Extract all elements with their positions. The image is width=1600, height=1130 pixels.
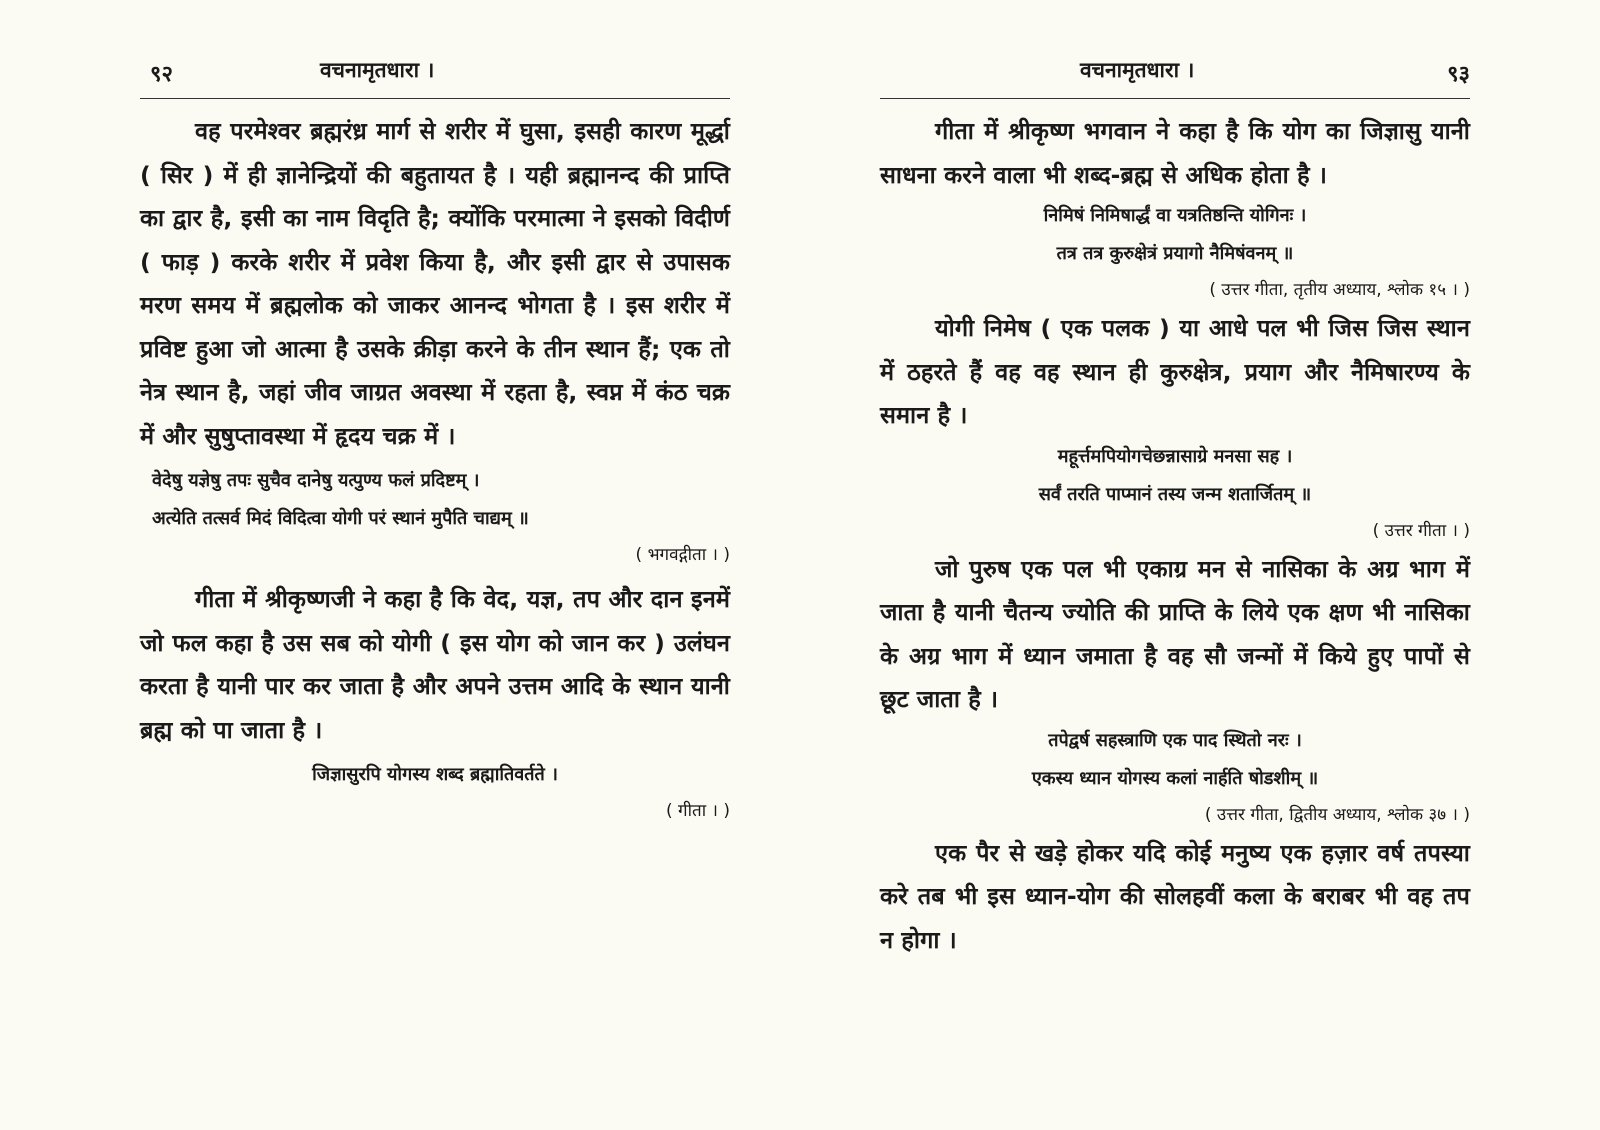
verse-source: ( उत्तर गीता । )	[1372, 520, 1470, 541]
verse-line: निमिषं निमिषार्द्धं वा यत्रतिष्ठन्ति योगिनः ।	[1043, 205, 1307, 226]
header-rule	[140, 98, 730, 99]
verse-source: ( उत्तर गीता, द्वितीय अध्याय, श्लोक ३७ । )	[1204, 804, 1470, 825]
left-page	[140, 40, 730, 821]
right-page-header	[880, 40, 1470, 88]
verse-line: वेदेषु यज्ञेषु तपः सुचैव दानेषु यत्पुण्य फलं प्रदिष्टम् ।	[152, 470, 480, 491]
paragraph: एक पैर से खड़े होकर यदि कोई मनुष्य एक हज़ार वर्ष तपस्या करे तब भी इस ध्यान-योग की सोलहवीं कला के बराबर भी वह तप न होगा ।	[880, 838, 1470, 954]
verse-line: सर्वं तरति पाप्मानं तस्य जन्म शतार्जितम् ॥	[1038, 483, 1312, 505]
paragraph: गीता में श्रीकृष्णजी ने कहा है कि वेद, यज्ञ, तप और दान इनमें जो फल कहा है उस सब को योगी ( इस योग को जान कर ) उलंघन करता है यानी पार कर जाता है और अपने उत्तम आदि के स्थान यानी ब्रह्म को पा जाता है ।	[140, 585, 730, 744]
verse-source: ( गीता । )	[666, 801, 730, 821]
verse-line: जिज्ञासुरपि योगस्य शब्द ब्रह्मातिवर्तते ।	[312, 764, 558, 785]
verse-line: महूर्त्तमपियोगचेछन्नासाग्रे मनसा सह ।	[1057, 445, 1293, 467]
verse-line: तत्र तत्र कुरुक्षेत्रं प्रयागो नैमिषंवनम् ॥	[1056, 243, 1294, 264]
paragraph: जो पुरुष एक पल भी एकाग्र मन से नासिका के अग्र भाग में जाता है यानी चैतन्य ज्योति की प्राप्ति के लिये एक क्षण भी नासिका के अग्र भाग में ध्यान जमाता है वह सौ जन्मों में किये हुए पापों से छूट जाता है ।	[880, 554, 1470, 713]
right-page-body	[880, 110, 1470, 962]
paragraph: वह परमेश्वर ब्रह्मरंध्र मार्ग से शरीर में घुसा, इसही कारण मूर्द्धा ( सिर ) में ही ज्ञानेन्द्रियों की बहुतायत है । यही ब्रह्मानन्द की प्राप्ति का द्वार है, इसी का नाम विदृति है; क्योंकि परमात्मा ने इसको विदीर्ण ( फाड़ ) करके शरीर में प्रवेश किया है, और इसी द्वार से उपासक मरण समय में ब्रह्मलोक को जाकर आनन्द भोगता है । इस शरीर में प्रविष्ट हुआ जो आत्मा है उसके क्रीड़ा करने के तीन स्थान हैं; एक तो नेत्र स्थान है, जहां जीव जाग्रत अवस्था में रहता है, स्वप्न में कंठ चक्र में और सुषुप्तावस्था में हृदय चक्र में ।	[140, 117, 730, 450]
page-number: ९३	[1447, 62, 1470, 87]
paragraph: गीता में श्रीकृष्ण भगवान ने कहा है कि योग का जिज्ञासु यानी साधना करने वाला भी शब्द-ब्रह्म से अधिक होता है ।	[880, 117, 1470, 189]
paragraph: योगी निमेष ( एक पलक ) या आधे पल भी जिस जिस स्थान में ठहरते हैं वह वह स्थान ही कुरुक्षेत्र, प्रयाग और नैमिषारण्य के समान है ।	[880, 314, 1470, 429]
running-title: वचनामृतधारा ।	[1080, 58, 1195, 82]
running-title: वचनामृतधारा ।	[320, 58, 435, 82]
right-page	[880, 40, 1470, 954]
verse-line: एकस्य ध्यान योगस्य कलां नार्हति षोडशीम् ॥	[1031, 767, 1319, 789]
left-page-body	[140, 110, 730, 828]
verse-line: तपेद्वर्ष सहस्त्राणि एक पाद स्थितो नरः ।	[1048, 729, 1302, 751]
page-number: ९२	[150, 62, 173, 87]
verse-source: ( उत्तर गीता, तृतीय अध्याय, श्लोक १५ । )	[1209, 280, 1470, 300]
verse-line: अत्येति तत्सर्व मिदं विदित्वा योगी परं स्थानं मुपैति चाद्यम् ॥	[152, 508, 529, 529]
header-rule	[880, 98, 1470, 99]
left-page-header	[140, 40, 730, 88]
verse-source: ( भगवद्गीता । )	[635, 545, 730, 565]
